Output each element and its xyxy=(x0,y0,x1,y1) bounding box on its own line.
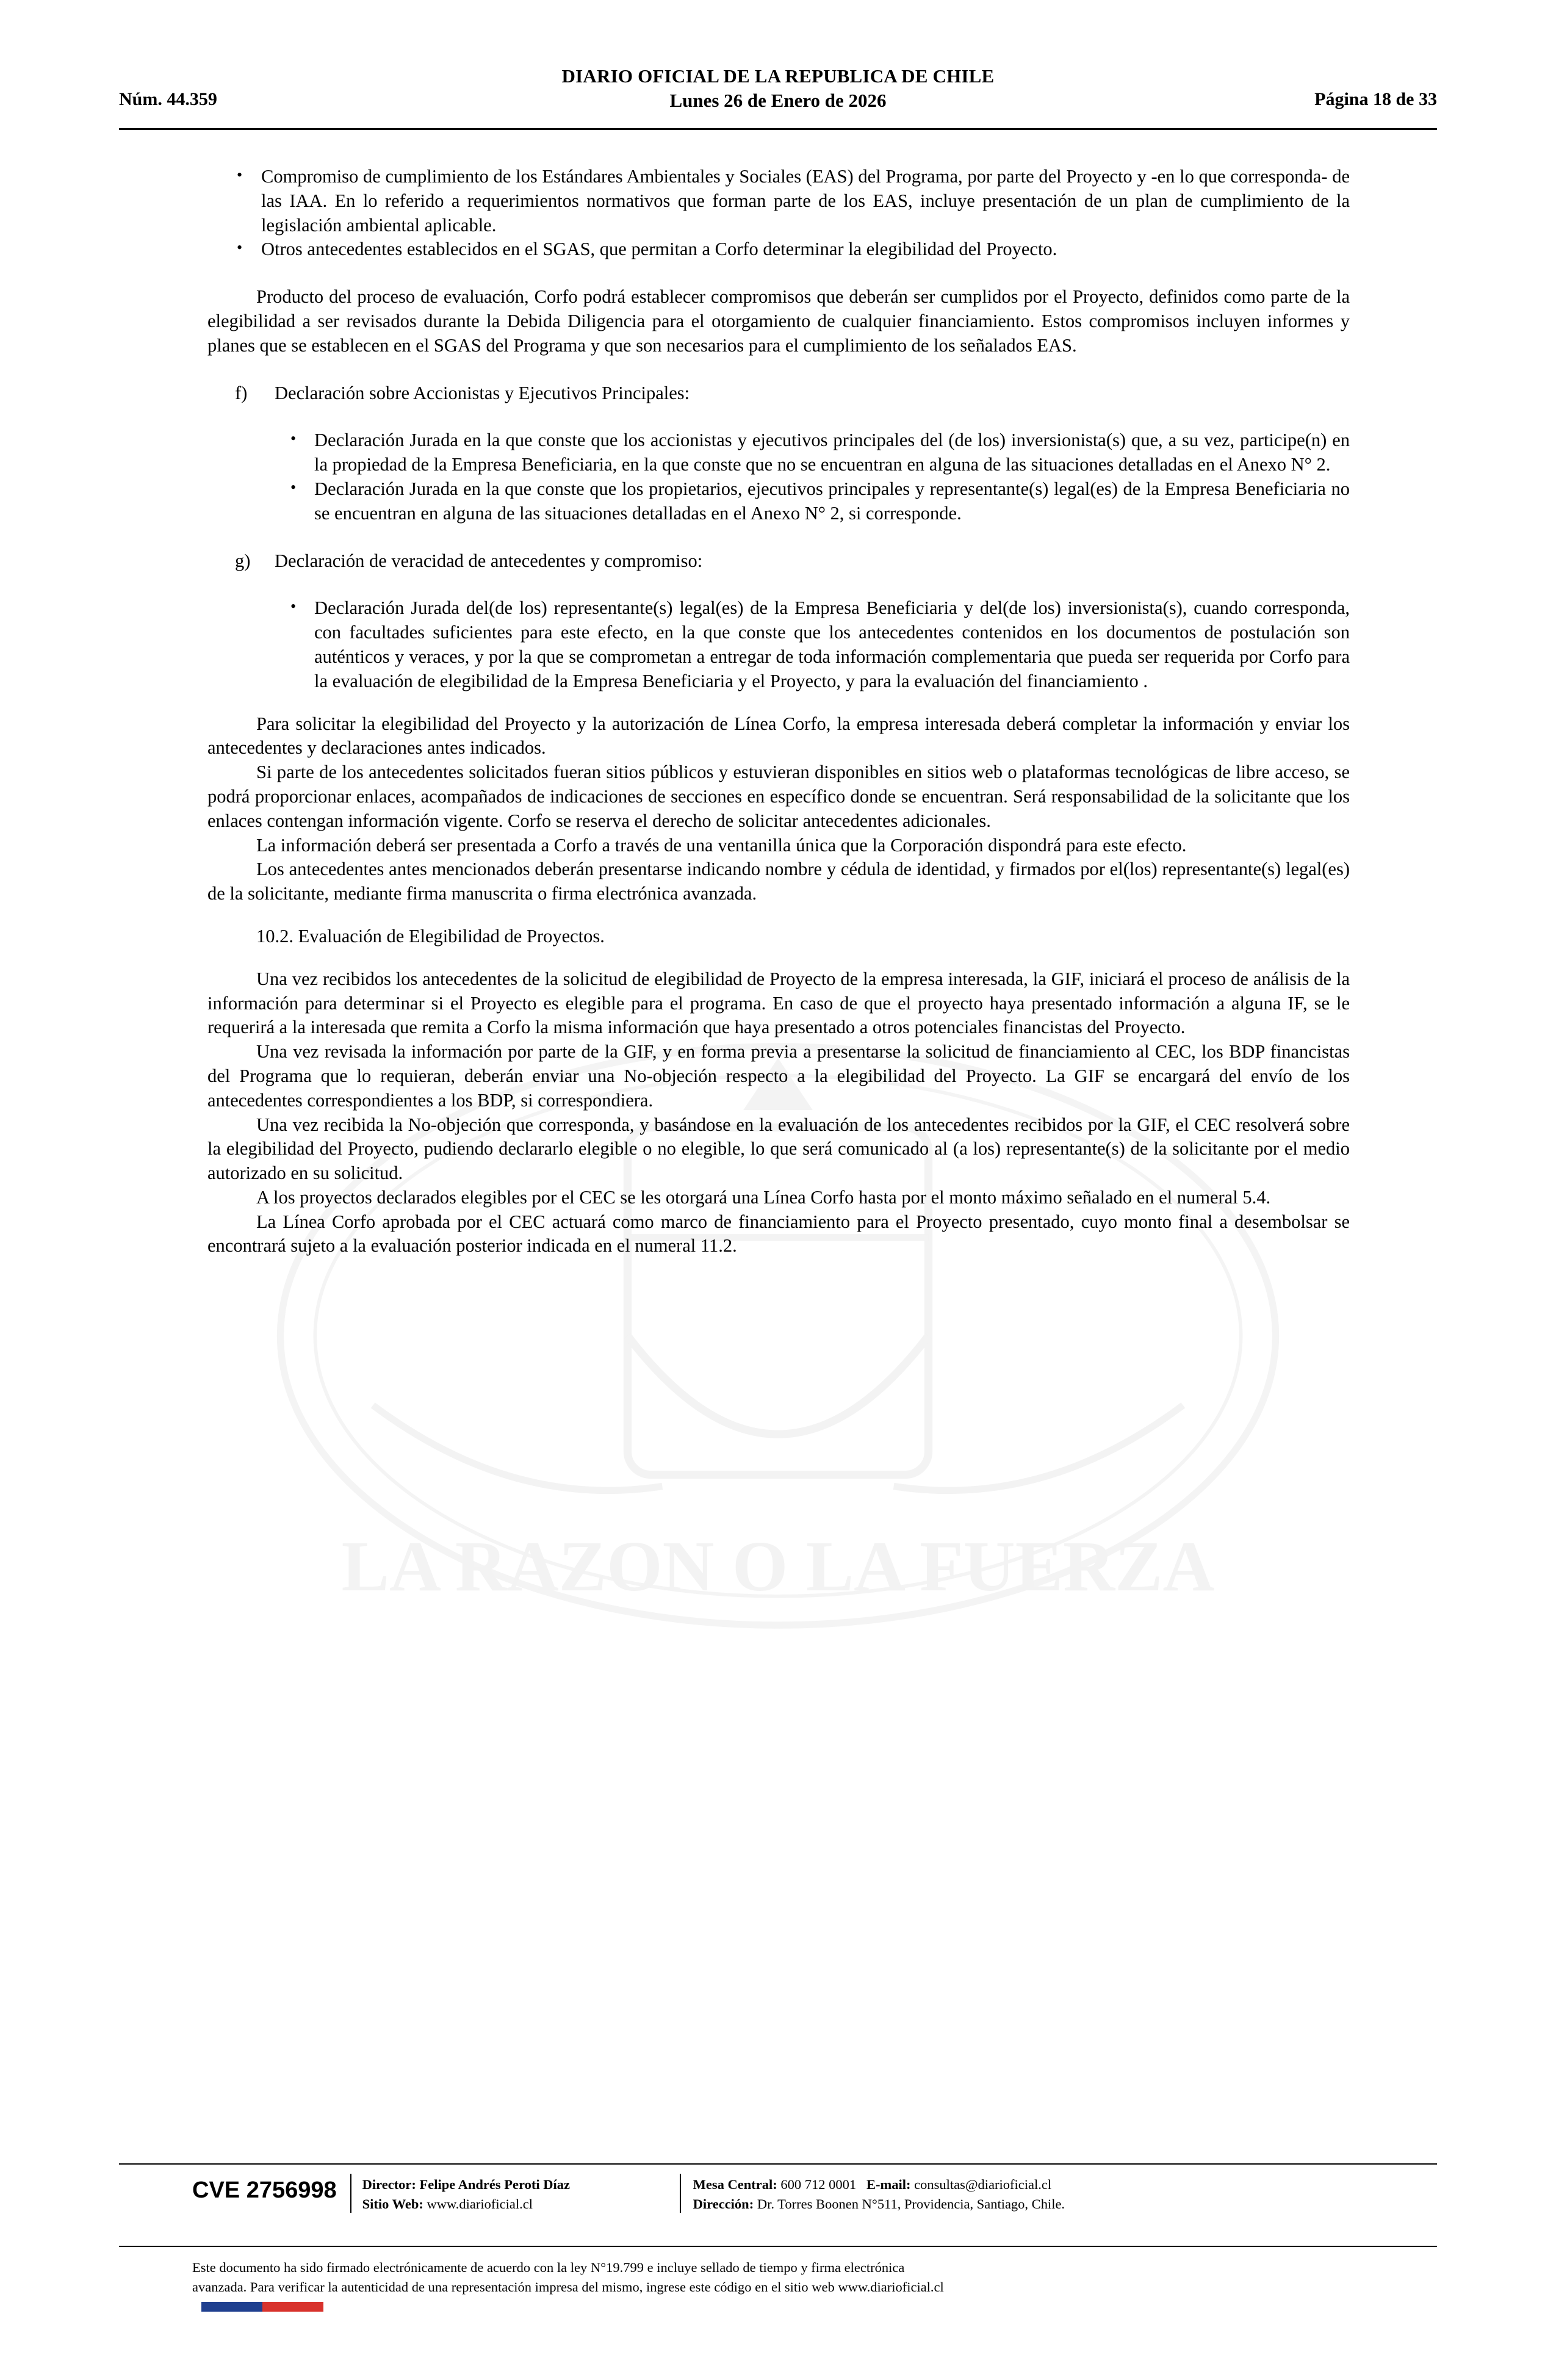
list-item-text: Otros antecedentes establecidos en el SGAS, que permitan a Corfo determinar la elegibilidad del Proyecto. xyxy=(261,239,1057,260)
paragraph-producto: Producto del proceso de evaluación, Corfo podrá establecer compromisos que deberán ser cumplidos por el Proyecto, definidos como parte de la elegibilidad a ser revisados durante la Debida Diligencia para el otorgamiento de cualquier financiamiento. Estos compromisos incluyen informes y planes que se establecen en el SGAS del Programa y que son necesarios para el cumplimiento de los señalados EAS. xyxy=(207,286,1350,356)
footer-divider-bottom xyxy=(119,2246,1437,2247)
legal-notice-line-1: Este documento ha sido firmado electrónicamente de acuerdo con la ley N°19.799 e incluye sellado de tiempo y firma electrónica xyxy=(192,2260,905,2275)
bullet-icon: • xyxy=(290,478,297,496)
paragraph-evaluacion-1: Una vez recibidos los antecedentes de la solicitud de elegibilidad de Proyecto de la empresa interesada, la GIF, iniciará el proceso de análisis de la información para determinar si el Proyecto es elegible para el programa. En caso de que el proyecto haya presentado información a alguna IF, se le requerirá a la interesada que remita a Corfo la misma información que haya presentado a otros potenciales financistas del Proyecto. xyxy=(207,968,1350,1038)
bullet-list-g xyxy=(207,596,1350,693)
item-g-title: Declaración de veracidad de antecedentes y compromiso: xyxy=(275,550,703,571)
header-issue-number: Núm. 44.359 xyxy=(119,88,217,109)
director-label: Director: xyxy=(362,2177,416,2192)
page-footer xyxy=(119,2171,1437,2214)
footer-contact-info xyxy=(681,2171,1065,2214)
footer-publisher-info xyxy=(351,2171,680,2214)
header-divider xyxy=(119,128,1437,130)
list-item xyxy=(207,237,1350,262)
footer-divider-top xyxy=(119,2163,1437,2165)
item-f-title: Declaración sobre Accionistas y Ejecutivos Principales: xyxy=(275,382,690,403)
mesa-central-label: Mesa Central: xyxy=(693,2177,777,2192)
direccion-value: Dr. Torres Boonen N°511, Providencia, Santiago, Chile. xyxy=(757,2196,1065,2212)
header-page-indicator: Página 18 de 33 xyxy=(1314,88,1437,109)
legal-notice-line-2: avanzada. Para verificar la autenticidad de una representación impresa del mismo, ingrese este código en el sitio web www.diarioficial.cl xyxy=(192,2279,944,2295)
watermark-text: LA RAZON O LA FUERZA xyxy=(341,1527,1215,1607)
paragraph-ventanilla: La información deberá ser presentada a Corfo a través de una ventanilla única que la Corporación dispondrá para este efecto. xyxy=(256,834,1187,856)
paragraph-evaluacion-3: Una vez recibida la No-objeción que corresponda, y basándose en la evaluación de los antecedentes recibidos por la GIF, el CEC resolverá sobre la elegibilidad del Proyecto, pudiendo declararlo elegible o no elegible, lo que será comunicado al (a los) representante(s) de la solicitante por el medio autorizado en su solicitud. xyxy=(207,1114,1350,1184)
paragraph-evaluacion-2: Una vez revisada la información por parte de la GIF, y en forma previa a presentarse la solicitud de financiamiento al CEC, los BDP financistas del Programa que lo requieran, deberán enviar una No-objeción respecto a la elegibilidad del Proyecto. La GIF se encargará del envío de los antecedentes correspondientes a los BDP, si correspondiera. xyxy=(207,1041,1350,1111)
list-item xyxy=(207,428,1350,477)
mesa-central-value: 600 712 0001 xyxy=(780,2177,857,2192)
flag-red-segment xyxy=(262,2302,323,2312)
document-body xyxy=(207,165,1350,1258)
list-item xyxy=(207,477,1350,526)
list-item-text: Declaración Jurada del(de los) representante(s) legal(es) de la Empresa Beneficiaria y del(de los) inversionista(s), cuando corresponda, con facultades suficientes para este efecto, en la que conste que los antecedentes contenidos en los documentos de postulación son auténticos y veraces, y por la que se comprometan a entregar de toda información complementaria que pueda ser requerida por Corfo para la evaluación de elegibilidad de la Empresa Beneficiaria y el Proyecto, y para la evaluación del financiamiento . xyxy=(314,597,1350,691)
item-g-marker: g) xyxy=(235,550,251,571)
list-item-text: Compromiso de cumplimiento de los Estándares Ambientales y Sociales (EAS) del Programa, por parte del Proyecto y -en lo que corresponda- de las IAA. En lo referido a requerimientos normativos que forman parte de los EAS, incluye presentación de un plan de cumplimiento de la legislación ambiental aplicable. xyxy=(261,166,1350,236)
chilean-flag-bar xyxy=(201,2302,384,2312)
bullet-icon: • xyxy=(290,430,297,448)
website-value[interactable]: www.diarioficial.cl xyxy=(427,2196,533,2212)
section-heading-10-2: 10.2. Evaluación de Elegibilidad de Proyectos. xyxy=(256,925,605,947)
paragraph-enlaces: Si parte de los antecedentes solicitados fueran sitios públicos y estuvieran disponibles en sitios web o plataformas tecnológicas de libre acceso, se podrá proporcionar enlaces, acompañados de indicaciones de secciones en específico donde se encuentran. Será responsabilidad de la solicitante que los enlaces contengan información vigente. Corfo se reserva el derecho de solicitar antecedentes adicionales. xyxy=(207,762,1350,831)
email-value[interactable]: consultas@diarioficial.cl xyxy=(914,2177,1052,2192)
paragraph-evaluacion-4: A los proyectos declarados elegibles por el CEC se les otorgará una Línea Corfo hasta por el monto máximo señalado en el numeral 5.4. xyxy=(256,1186,1271,1208)
bullet-icon: • xyxy=(290,597,297,616)
website-label: Sitio Web: xyxy=(362,2196,423,2212)
item-f-marker: f) xyxy=(235,382,248,403)
paragraph-evaluacion-5: La Línea Corfo aprobada por el CEC actuará como marco de financiamiento para el Proyecto presentado, cuyo monto final a desembolsar se encontrará sujeto a la evaluación posterior indicada en el numeral 11.2. xyxy=(207,1211,1350,1257)
bullet-list-top xyxy=(207,165,1350,262)
flag-white-segment xyxy=(323,2302,384,2312)
paragraph-solicitud: Para solicitar la elegibilidad del Proyecto y la autorización de Línea Corfo, la empresa interesada deberá completar la información y enviar los antecedentes y declaraciones antes indicados. xyxy=(207,713,1350,759)
flag-blue-segment xyxy=(201,2302,262,2312)
list-item xyxy=(207,596,1350,693)
page-header xyxy=(119,64,1437,112)
cve-code: CVE 2756998 xyxy=(192,2177,337,2203)
legal-notice xyxy=(192,2258,1364,2297)
director-value: Felipe Andrés Peroti Díaz xyxy=(419,2177,570,2192)
bullet-icon: • xyxy=(237,166,243,184)
bullet-icon: • xyxy=(237,239,243,257)
list-item-text: Declaración Jurada en la que conste que los propietarios, ejecutivos principales y representante(s) legal(es) de la Empresa Beneficiaria no se encuentran en alguna de las situaciones detalladas en el Anexo N° 2, si corresponde. xyxy=(314,478,1350,524)
item-f xyxy=(207,381,1350,406)
paragraph-firma: Los antecedentes antes mencionados deberán presentarse indicando nombre y cédula de identidad, y firmados por el(los) representante(s) legal(es) de la solicitante, mediante firma manuscrita o firma electrónica avanzada. xyxy=(207,859,1350,904)
item-g xyxy=(207,549,1350,574)
direccion-label: Dirección: xyxy=(693,2196,754,2212)
list-item-text: Declaración Jurada en la que conste que los accionistas y ejecutivos principales del (de los) inversionista(s) que, a su vez, participe(n) en la propiedad de la Empresa Beneficiaria, en la que conste que no se encuentran en alguna de las situaciones detalladas en el Anexo N° 2. xyxy=(314,430,1350,475)
list-item xyxy=(207,165,1350,237)
header-title: DIARIO OFICIAL DE LA REPUBLICA DE CHILE xyxy=(561,65,995,87)
email-label: E-mail: xyxy=(866,2177,911,2192)
bullet-list-f xyxy=(207,428,1350,525)
header-date: Lunes 26 de Enero de 2026 xyxy=(669,89,887,111)
